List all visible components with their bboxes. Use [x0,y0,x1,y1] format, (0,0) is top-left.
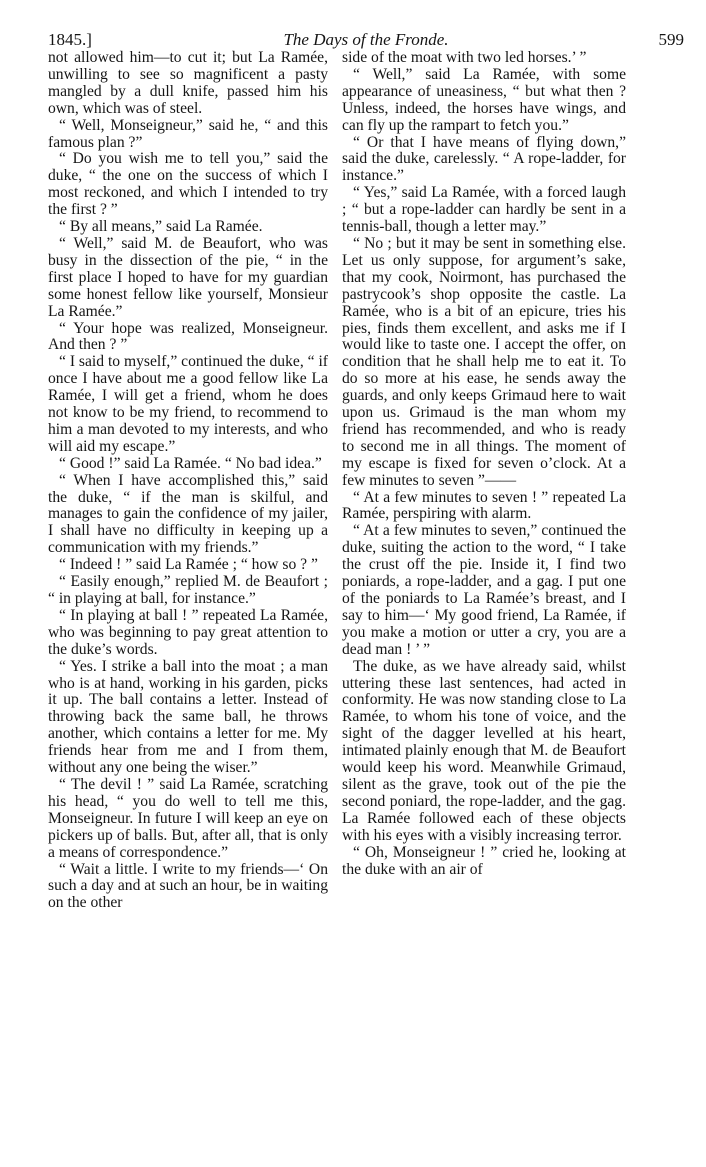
paragraph: “ Yes,” said La Ramée, with a forced laugh ; “ but a rope-ladder can hardly be sent in a tennis-ball, though a letter may.” [342,184,626,236]
paragraph: “ Or that I have means of flying down,” said the duke, carelessly. “ A rope-ladder, for instance.” [342,133,626,185]
paragraph: “ At a few minutes to seven ! ” repeated La Ramée, perspiring with alarm. [342,488,626,523]
paragraph: “ When I have accomplished this,” said the duke, “ if the man is skilful, and manages to gain the confidence of my jailer, I shall have no difficulty in keeping up a communication with my friends.” [48,471,328,557]
paragraph: “ Your hope was realized, Monseigneur. And then ? ” [48,319,328,354]
paragraph: The duke, as we have already said, whilst uttering these last sentences, had acted in conformity. He was now standing close to La Ramée, to whom his tone of voice, and the sight of the dagger levelled at his heart, intimated plainly enough that M. de Beaufort would keep his word. Meanwhile Grimaud, silent as the grave, took out of the pie the second poniard, the rope-ladder, and the gag. La Ramée followed each of these objects with his eyes with a visibly increasing terror. [342,657,626,844]
paragraph: “ Do you wish me to tell you,” said the duke, “ the one on the success of which I most reckoned, and which I intended to try the first ? ” [48,150,328,219]
paragraph: “ Well,” said La Ramée, with some appearance of uneasiness, “ but what then ? Unless, indeed, the horses have wings, and can fly up the rampart to fetch you.” [342,65,626,134]
paragraph: “ Wait a little. I write to my friends—‘ On such a day and at such an hour, be in waiting on the other [48,860,328,912]
paragraph: “ Well, Monseigneur,” said he, “ and this famous plan ?” [48,116,328,151]
paragraph: “ The devil ! ” said La Ramée, scratching his head, “ you do well to tell me this, Monseigneur. In future I will keep an eye on pickers up of balls. But, after all, that is only a means of correspondence.” [48,775,328,861]
paragraph: “ In playing at ball ! ” repeated La Ramée, who was beginning to pay great attention to the duke’s words. [48,606,328,658]
paragraph: “ Yes. I strike a ball into the moat ; a man who is at hand, working in his garden, picks it up. The ball contains a letter. Instead of throwing back the same ball, he throws another, which contains a letter for me. My friends hear from me and I from them, without any one being the wiser.” [48,657,328,777]
paragraph: “ Oh, Monseigneur ! ” cried he, looking at the duke with an air of [342,843,626,878]
paragraph: “ Easily enough,” replied M. de Beaufort ; “ in playing at ball, for instance.” [48,573,328,607]
right-column [342,50,626,878]
paragraph: not allowed him—to cut it; but La Ramée, unwilling to see so magnificent a pasty mangled by a dull knife, passed him his own, which was of steel. [48,49,328,117]
paragraph: side of the moat with two led horses.’ ” [342,49,587,66]
header-year: 1845.] [48,30,92,49]
paragraph: “ No ; but it may be sent in something else. Let us only suppose, for argument’s sake, that my cook, Noirmont, has purchased the pastrycook’s shop opposite the castle. La Ramée, who is a bit of an epicure, tries his pies, finds them excellent, and asks me if I would like to taste one. I accept the offer, on condition that he shall help me to eat it. To do so more at his ease, he sends away the guards, and only keeps Grimaud here to wait upon us. Grimaud is the man whom my friend has recommended, and who is ready to second me in all things. The moment of my escape is fixed for seven o’clock. At a few minutes to seven ”—— [342,234,626,489]
running-title: The Days of the Fronde. [283,30,449,49]
paragraph: “ Well,” said M. de Beaufort, who was busy in the dissection of the pie, “ in the first place I hoped to have for my guardian some honest fellow like yourself, Monsieur La Ramée.” [48,234,328,320]
page-number: 599 [658,30,684,49]
paragraph: “ Indeed ! ” said La Ramée ; “ how so ? ” [59,556,318,574]
paragraph: “ Good !” said La Ramée. “ No bad idea.” [59,454,322,472]
paragraph: “ By all means,” said La Ramée. [59,218,263,236]
paragraph: “ At a few minutes to seven,” continued the duke, suiting the action to the word, “ I take the crust off the pie. Inside it, I find two poniards, a rope-ladder, and a gag. I put one of the poniards to La Ramée’s breast, and I say to him—‘ My good friend, La Ramée, if you make a motion or utter a cry, you are a dead man ! ’ ” [342,522,626,658]
paragraph: “ I said to myself,” continued the duke, “ if once I have about me a good fellow like La Ramée, I will get a friend, whom he does not know to be my friend, to recommend to him a man devoted to my interests, and who will aid my escape.” [48,353,328,455]
left-column [48,50,328,912]
